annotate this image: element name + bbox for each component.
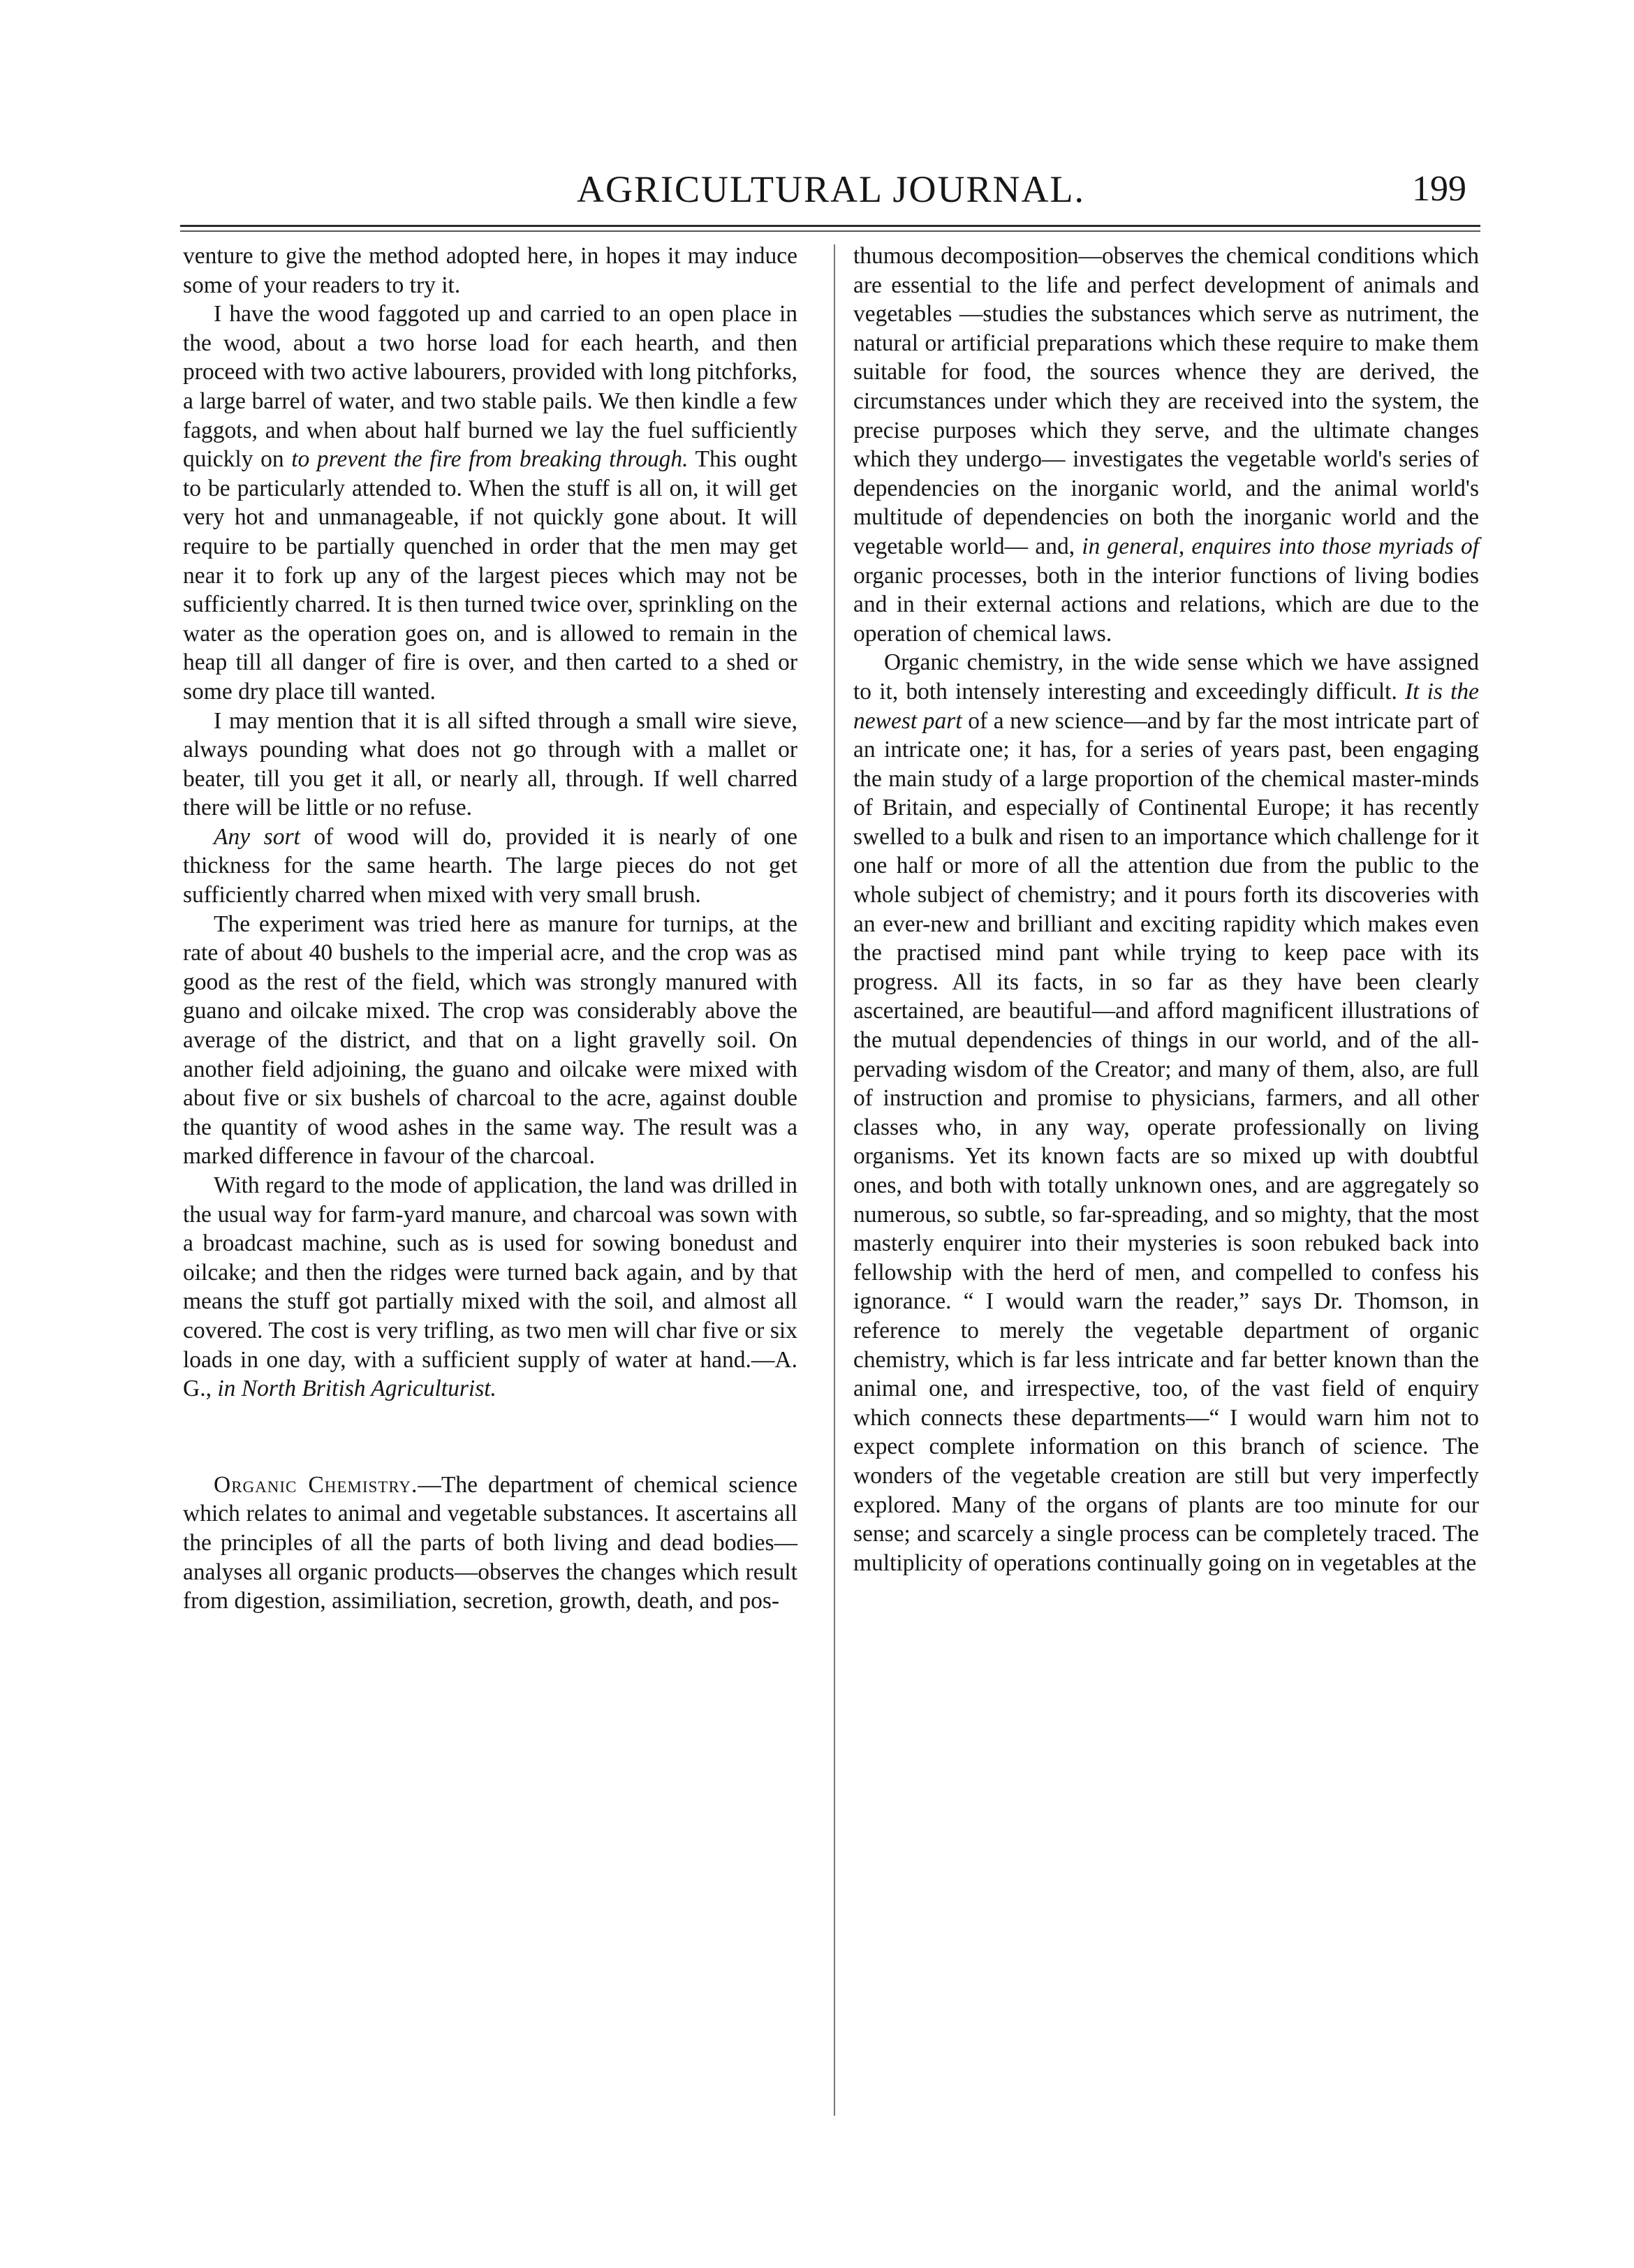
right-p1-italic: in general, enquires into those myriads of (1082, 533, 1480, 559)
section-heading-organic-chemistry: Organic Chemistry. (214, 1471, 418, 1498)
right-p1-text-b: organic processes, both in the interior functions of living bodies and in their external actions and relations, which are due to the operation of chemical laws. (853, 562, 1479, 647)
right-p1-text: thumous decomposition—observes the chemical conditions which are essential to the life and perfect development of animals and vegetables —studies the substances which serve as nutriment, the natural or artificial preparations which these require to make them suitable for food, the sources whence they are derived, the circumstances under which they are received into the system, the precise purposes which they serve, and the ultimate changes which they undergo— investigates the vegetable world's series of dependencies on the inorganic world, and the animal world's multitude of dependencies on both the inorganic world and the vegetable world— and, (853, 243, 1479, 559)
header-rule (180, 225, 1480, 232)
right-p2-text-a: Organic chemistry, in the wide sense which we have assigned to it, both intensely interesting and exceedingly difficult. (853, 649, 1479, 705)
right-column (853, 242, 1479, 1577)
left-p4-italic: Any sort (214, 823, 300, 850)
left-paragraph-2 (183, 300, 797, 706)
running-head (182, 165, 1480, 214)
left-p5-text: The experiment was tried here as manure for turnips, at the rate of about 40 bushels to the imperial acre, and the crop was as good as the rest of the field, which was strongly manured with guano and oilcake mixed. The crop was considerably above the average of the district, and that on a light gravelly soil. On another field adjoining, the guano and oilcake were mixed with about five or six bushels of charcoal to the acre, against double the quantity of wood ashes in the same way. The result was a marked difference in favour of the charcoal. (183, 911, 797, 1170)
left-paragraph-5 (183, 910, 797, 1171)
column-divider (834, 244, 835, 2116)
right-p2-italic: It is the newest part (853, 678, 1479, 734)
right-paragraph-1 (853, 242, 1479, 648)
left-p2-text-b: This ought to be particularly attended to. When the stuff is all on, it will get very hot and unmanageable, if not quickly gone about. It will require to be partially quenched in order that the men may get near it to fork up any of the largest pieces which may not be sufficiently charred. It is then turned twice over, sprinkling on the water as the operation goes on, and is allowed to remain in the heap till all danger of fire is over, and then carted to a shed or some dry place till wanted. (183, 446, 797, 705)
left-paragraph-4 (183, 823, 797, 910)
left-p6-text: With regard to the mode of application, the land was drilled in the usual way for farm-yard manure, and charcoal was sown with a broadcast machine, such as is used for sowing bonedust and oilcake; and then the ridges were turned back again, and by that means the stuff got partially mixed with the soil, and almost all covered. The cost is very trifling, as two men will char five or six loads in one day, with a sufficient supply of water at hand.—A. G., (183, 1172, 797, 1402)
left-paragraph-1 (183, 242, 797, 300)
left-p3-text: I may mention that it is all sifted through a small wire sieve, always pounding what does not go through with a mallet or beater, till you get it all, or nearly all, through. If well charred there will be little or no refuse. (183, 707, 797, 821)
page-number: 199 (1412, 169, 1466, 209)
left-column (183, 242, 797, 1616)
left-paragraph-3 (183, 707, 797, 823)
right-paragraph-2 (853, 648, 1479, 1577)
left-paragraph-7 (183, 1471, 797, 1616)
left-p4-text: of wood will do, provided it is nearly of one thickness for the same hearth. The large pieces do not get sufficiently charred when mixed with very small brush. (183, 823, 798, 908)
right-p2-text-b: of a new science—and by far the most intricate part of an intricate one; it has, for a series of years past, been engaging the main study of a large proportion of the chemical master-minds of Britain, and especially of Continental Europe; it has recently swelled to a bulk and risen to an importance which challenge for it one half or more of all the attention due from the public to the whole subject of chemistry; and it pours forth its discoveries with an ever-new and brilliant and exciting rapidity which makes even the practised mind pant while trying to keep pace with its progress. All its facts, in so far as they have been clearly ascertained, are beautiful—and afford magnificent illustrations of the mutual dependencies of things in our world, and of the all-pervading wisdom of the Creator; and many of them, also, are full of instruction and promise to physicians, farmers, and all other classes who, in any way, operate professionally on living organisms. Yet its known facts are so mixed up with doubtful ones, and both with totally unknown ones, and are aggregately so numerous, so subtle, so far-spreading, and so mighty, that the most masterly enquirer into their mysteries is soon rebuked back into fellowship with the herd of men, and compelled to confess his ignorance. “ I would warn the reader,” says Dr. Thomson, in reference to merely the vegetable department of organic chemistry, which is far less intricate and far better known than the animal one, and irrespective, too, of the vast field of enquiry which connects these departments—“ I would warn him not to expect complete information on this branch of science. The wonders of the vegetable creation are still but very imperfectly explored. Many of the organs of plants are too minute for our sense; and scarcely a single process can be completely traced. The multiplicity of operations continually going on in vegetables at the (853, 707, 1480, 1576)
left-p2-text-a: I have the wood faggoted up and carried to an open place in the wood, about a two horse load for each hearth, and then proceed with two active labourers, provided with long pitchforks, a large barrel of water, and two stable pails. We then kindle a few faggots, and when about half burned we lay the fuel sufficiently quickly on (183, 301, 797, 473)
left-p2-italic: to prevent the fire from breaking through. (291, 446, 689, 473)
left-p7-text: —The department of chemical science which relates to animal and vegetable substances. It ascertains all the principles of all the parts of both living and dead bodies—analyses all organic products—observes the changes which result from digestion, assimiliation, secretion, growth, death, and pos- (183, 1471, 798, 1614)
left-p1-text: venture to give the method adopted here, in hopes it may induce some of your readers to try it. (183, 243, 797, 298)
left-paragraph-6 (183, 1171, 797, 1404)
running-title: AGRICULTURAL JOURNAL. (576, 168, 1086, 210)
left-p6-source-italic: in North British Agriculturist. (217, 1376, 496, 1402)
